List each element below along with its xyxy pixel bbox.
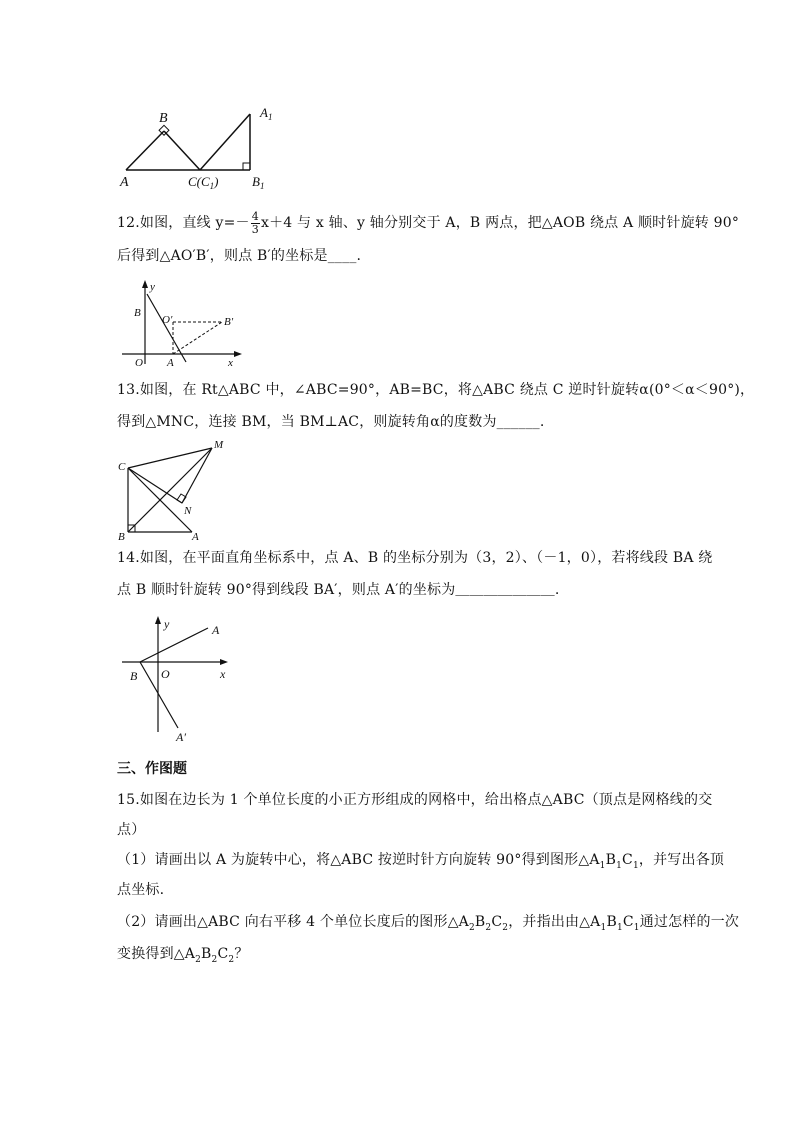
label-c-c1: $C(C_1)$ — [188, 174, 219, 190]
label-b-prime: B′ — [224, 316, 234, 328]
line-a1c1 — [200, 114, 250, 170]
label-c: C — [118, 461, 126, 473]
label-y: y — [164, 617, 170, 631]
label-b: B — [134, 307, 141, 319]
label-a: A — [212, 623, 220, 637]
figure-11 — [110, 100, 290, 190]
line-nm — [182, 448, 212, 503]
right-angle-mark-n — [177, 494, 186, 503]
q15-line1: 15.如图在边长为 1 个单位长度的小正方形组成的网格中，给出格点△ABC（顶点是网格线的交 — [117, 792, 713, 808]
label-a1: $A_1$ — [260, 105, 273, 122]
label-a: A — [167, 357, 174, 368]
y-axis-arrow — [142, 280, 148, 288]
line-bc — [164, 131, 200, 170]
label-b: B — [130, 669, 138, 683]
q14-line2: 点 B 顺时针旋转 90°得到线段 BA′，则点 A′的坐标为＿＿＿＿＿＿＿. — [117, 582, 560, 598]
q14-line1: 14.如图，在平面直角坐标系中，点 A、B 的坐标分别为（3，2）、（－1，0），若将线段 BA 绕 — [117, 550, 713, 566]
label-o: O — [135, 357, 143, 368]
section-title: 三、作图题 — [117, 761, 187, 777]
line-ba — [140, 628, 208, 662]
dashed-a-b2 — [173, 322, 222, 354]
label-x: x — [220, 667, 226, 681]
label-o: O — [161, 667, 170, 681]
q15-part1-line1: （1）请画出以 A 为旋转中心，将△ABC 按逆时针方向旋转 90°得到图形$\triangle A_1B_1C_1$，并写出各顶 — [117, 852, 725, 871]
q15-part2-line2: 变换得到$\triangle A_2B_2C_2$？ — [117, 946, 249, 965]
q13-line1: 13.如图，在 Rt△ABC 中，∠ABC=90°，AB=BC，将△ABC 绕点 C 逆时针旋转α(0°＜α＜90°)， — [117, 382, 755, 398]
label-a-prime: A′ — [176, 730, 186, 744]
label-a: A — [120, 175, 129, 190]
label-x: x — [228, 357, 233, 368]
label-b: B — [159, 111, 168, 126]
q15-part2-line1: （2）请画出△ABC 向右平移 4 个单位长度后的图形$\triangle A_2B_2C_2$，并指出由$\triangle A_1B_1C_1$通过怎样的一次 — [117, 914, 740, 933]
label-a: A — [192, 531, 199, 543]
label-m: M — [214, 439, 224, 451]
line-cm — [128, 448, 212, 468]
label-b: B — [118, 531, 125, 543]
figure-14 — [118, 612, 248, 744]
y-axis-arrow — [155, 616, 161, 624]
q13-line2: 得到△MNC，连接 BM，当 BM⊥AC，则旋转角α的度数为______. — [117, 414, 545, 430]
line-ba-prime — [140, 662, 178, 728]
label-n: N — [184, 505, 192, 517]
fraction-4-3: $\frac{4}{3}$ — [251, 209, 259, 236]
line-ab — [147, 294, 186, 362]
x-axis-arrow — [234, 351, 242, 357]
label-y: y — [150, 281, 155, 293]
x-axis-arrow — [220, 659, 228, 665]
line-bm — [128, 448, 212, 532]
figure-12 — [118, 278, 248, 368]
label-b1: $B_1$ — [252, 174, 265, 190]
q15-line2: 点） — [117, 822, 146, 838]
q12-line1: 12.如图，直线 y=－ $\frac{4}{3}$ x＋4 与 x 轴、y 轴分别交于 A，B 两点，把△AOB 绕点 A 顺时针旋转 90° — [117, 209, 740, 236]
figure-13 — [112, 436, 232, 544]
q15-part1-line2: 点坐标. — [117, 882, 165, 898]
line-ab — [126, 131, 164, 170]
label-o-prime: O′ — [162, 314, 173, 326]
right-angle-mark-b1 — [243, 163, 250, 170]
q12-line2: 后得到△AO′B′，则点 B′的坐标是____. — [117, 248, 362, 264]
